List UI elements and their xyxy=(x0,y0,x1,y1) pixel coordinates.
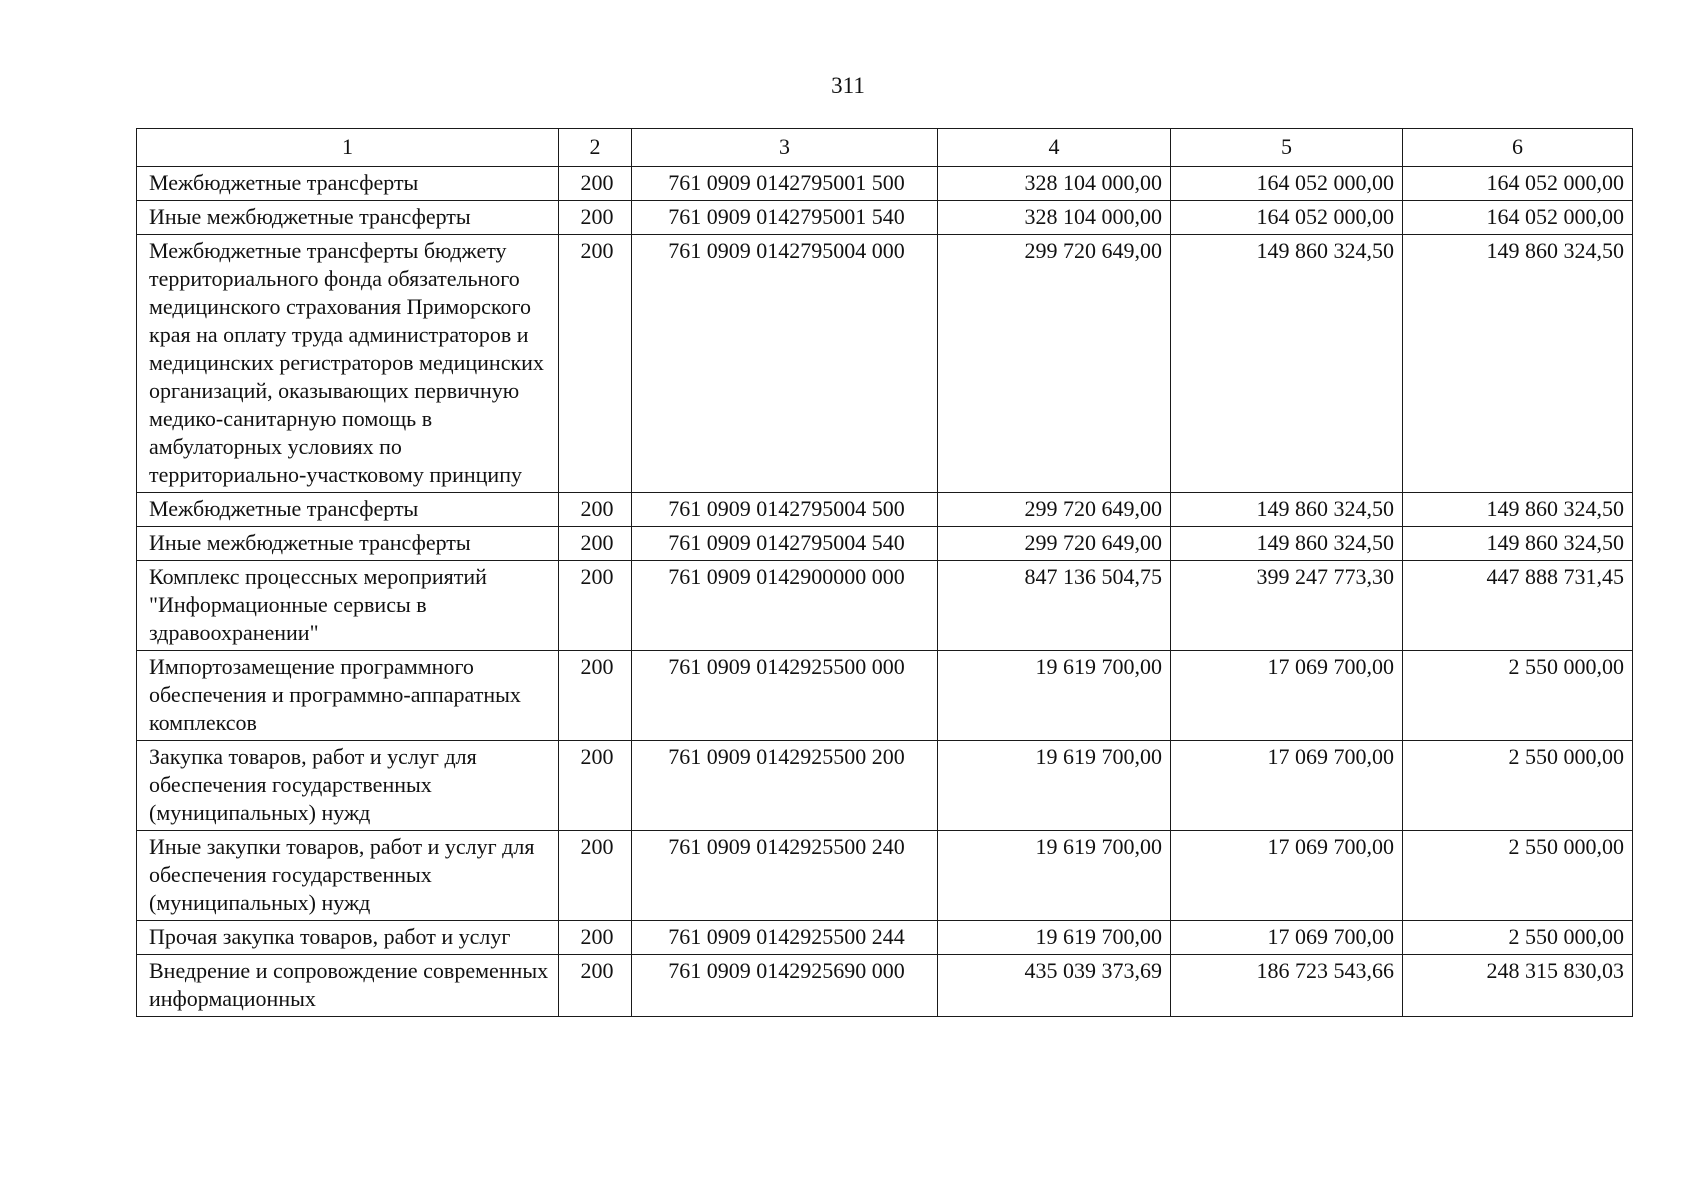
row-col5: 186 723 543,66 xyxy=(1171,955,1403,1017)
row-code: 761 0909 0142900000 000 xyxy=(632,561,938,651)
row-col5: 17 069 700,00 xyxy=(1171,651,1403,741)
column-header-2: 2 xyxy=(559,129,632,167)
row-name: Межбюджетные трансферты xyxy=(137,167,559,201)
table-row xyxy=(137,167,1633,201)
row-col2: 200 xyxy=(559,201,632,235)
column-header-3: 3 xyxy=(632,129,938,167)
row-name: Межбюджетные трансферты бюджету территориального фонда обязательного медицинского страхования Приморского края на оплату труда администраторов и медицинских регистраторов медицинских организаций, оказывающих первичную медико-санитарную помощь в амбулаторных условиях по территориально-участковому принципу xyxy=(137,235,559,493)
row-col5: 17 069 700,00 xyxy=(1171,741,1403,831)
row-code: 761 0909 0142795004 500 xyxy=(632,493,938,527)
row-col4: 19 619 700,00 xyxy=(938,831,1171,921)
table-row xyxy=(137,831,1633,921)
row-code: 761 0909 0142925500 000 xyxy=(632,651,938,741)
row-col2: 200 xyxy=(559,651,632,741)
column-header-1: 1 xyxy=(137,129,559,167)
table-row xyxy=(137,493,1633,527)
row-name: Иные межбюджетные трансферты xyxy=(137,527,559,561)
row-col6: 248 315 830,03 xyxy=(1403,955,1633,1017)
row-col5: 164 052 000,00 xyxy=(1171,167,1403,201)
row-code: 761 0909 0142925500 240 xyxy=(632,831,938,921)
row-col4: 299 720 649,00 xyxy=(938,235,1171,493)
table-row xyxy=(137,201,1633,235)
row-col6: 2 550 000,00 xyxy=(1403,741,1633,831)
row-col4: 299 720 649,00 xyxy=(938,493,1171,527)
row-code: 761 0909 0142795004 000 xyxy=(632,235,938,493)
row-name: Комплекс процессных мероприятий "Информационные сервисы в здравоохранении" xyxy=(137,561,559,651)
row-name: Прочая закупка товаров, работ и услуг xyxy=(137,921,559,955)
row-col6: 149 860 324,50 xyxy=(1403,493,1633,527)
column-header-4: 4 xyxy=(938,129,1171,167)
row-name: Импортозамещение программного обеспечения и программно-аппаратных комплексов xyxy=(137,651,559,741)
row-col6: 149 860 324,50 xyxy=(1403,235,1633,493)
row-name: Иные межбюджетные трансферты xyxy=(137,201,559,235)
table-row xyxy=(137,651,1633,741)
row-col4: 299 720 649,00 xyxy=(938,527,1171,561)
row-col2: 200 xyxy=(559,921,632,955)
table-row xyxy=(137,235,1633,493)
row-code: 761 0909 0142925690 000 xyxy=(632,955,938,1017)
row-col2: 200 xyxy=(559,741,632,831)
row-col5: 149 860 324,50 xyxy=(1171,527,1403,561)
row-col5: 149 860 324,50 xyxy=(1171,493,1403,527)
row-col4: 19 619 700,00 xyxy=(938,651,1171,741)
row-col6: 164 052 000,00 xyxy=(1403,201,1633,235)
table-row xyxy=(137,561,1633,651)
row-col4: 847 136 504,75 xyxy=(938,561,1171,651)
row-col2: 200 xyxy=(559,955,632,1017)
column-header-5: 5 xyxy=(1171,129,1403,167)
row-col5: 17 069 700,00 xyxy=(1171,831,1403,921)
row-code: 761 0909 0142795004 540 xyxy=(632,527,938,561)
row-name: Закупка товаров, работ и услуг для обеспечения государственных (муниципальных) нужд xyxy=(137,741,559,831)
table-row xyxy=(137,955,1633,1017)
row-col6: 447 888 731,45 xyxy=(1403,561,1633,651)
row-code: 761 0909 0142925500 200 xyxy=(632,741,938,831)
row-col2: 200 xyxy=(559,167,632,201)
row-col4: 328 104 000,00 xyxy=(938,201,1171,235)
row-col4: 19 619 700,00 xyxy=(938,921,1171,955)
row-col2: 200 xyxy=(559,235,632,493)
row-col6: 2 550 000,00 xyxy=(1403,921,1633,955)
row-col5: 399 247 773,30 xyxy=(1171,561,1403,651)
row-col6: 149 860 324,50 xyxy=(1403,527,1633,561)
row-col2: 200 xyxy=(559,493,632,527)
budget-table xyxy=(136,128,1633,1017)
column-header-6: 6 xyxy=(1403,129,1633,167)
table-row xyxy=(137,921,1633,955)
page-number: 311 xyxy=(831,73,865,98)
row-col4: 19 619 700,00 xyxy=(938,741,1171,831)
row-name: Внедрение и сопровождение современных информационных xyxy=(137,955,559,1017)
row-code: 761 0909 0142925500 244 xyxy=(632,921,938,955)
row-col5: 17 069 700,00 xyxy=(1171,921,1403,955)
row-col2: 200 xyxy=(559,527,632,561)
row-col4: 435 039 373,69 xyxy=(938,955,1171,1017)
row-code: 761 0909 0142795001 540 xyxy=(632,201,938,235)
row-col4: 328 104 000,00 xyxy=(938,167,1171,201)
row-col6: 2 550 000,00 xyxy=(1403,831,1633,921)
row-col2: 200 xyxy=(559,831,632,921)
table-header-row xyxy=(137,129,1633,167)
table-row xyxy=(137,741,1633,831)
table-row xyxy=(137,527,1633,561)
row-col2: 200 xyxy=(559,561,632,651)
row-name: Иные закупки товаров, работ и услуг для обеспечения государственных (муниципальных) нужд xyxy=(137,831,559,921)
row-code: 761 0909 0142795001 500 xyxy=(632,167,938,201)
row-name: Межбюджетные трансферты xyxy=(137,493,559,527)
row-col6: 2 550 000,00 xyxy=(1403,651,1633,741)
row-col5: 164 052 000,00 xyxy=(1171,201,1403,235)
row-col6: 164 052 000,00 xyxy=(1403,167,1633,201)
row-col5: 149 860 324,50 xyxy=(1171,235,1403,493)
